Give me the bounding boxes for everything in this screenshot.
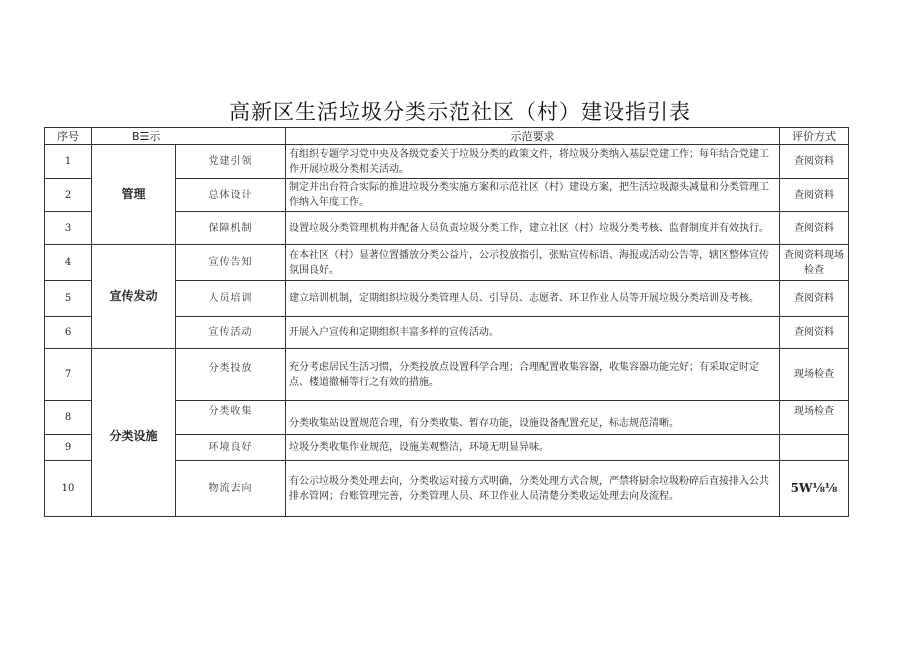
sub-item: 人员培训 — [176, 281, 286, 317]
sub-item: 物流去向 — [176, 461, 286, 517]
sub-item: 保障机制 — [176, 212, 286, 245]
row-no: 4 — [45, 245, 92, 281]
evaluation: 现场检查 — [780, 401, 849, 435]
requirement: 有公示垃圾分类处理去向，分类收运对接方式明确，分类处理方式合规，严禁将厨余垃圾粉碎后直接排入公共排水管网；台账管理完善，分类管理人员、环卫作业人员清楚分类收运处理去向及流程。 — [286, 461, 780, 517]
row-no: 10 — [45, 461, 92, 517]
category-cell: 宣传发动 — [92, 245, 176, 349]
row-no: 8 — [45, 401, 92, 435]
evaluation: 现场检查 — [780, 349, 849, 401]
sub-item: 总体设计 — [176, 179, 286, 212]
evaluation — [780, 435, 849, 461]
table-row — [45, 349, 849, 401]
row-no: 3 — [45, 212, 92, 245]
table-row — [45, 245, 849, 281]
sub-item: 党建引领 — [176, 145, 286, 179]
requirement: 在本社区（村）显著位置播放分类公益片，公示投放指引，张贴宣传标语、海报或活动公告等，辖区整体宣传氛围良好。 — [286, 245, 780, 281]
sub-item: 宣传活动 — [176, 317, 286, 349]
table-row — [45, 145, 849, 179]
evaluation: 查阅资料 — [780, 317, 849, 349]
header-eval: 评价方式 — [780, 128, 849, 145]
header-req: 示范要求 — [286, 128, 780, 145]
requirement: 制定并出台符合实际的推进垃圾分类实施方案和示范社区（村）建设方案，把生活垃圾源头减量和分类管理工作纳入年度工作。 — [286, 179, 780, 212]
evaluation: 5W⅛⅛ — [780, 461, 849, 517]
page-title: 高新区生活垃圾分类示范社区（村）建设指引表 — [229, 100, 691, 124]
requirement: 设置垃圾分类管理机构并配备人员负责垃圾分类工作，建立社区（村）垃圾分类考核、监督制度并有效执行。 — [286, 212, 780, 245]
row-no: 9 — [45, 435, 92, 461]
evaluation: 查阅资料 — [780, 212, 849, 245]
evaluation: 查阅资料 — [780, 179, 849, 212]
sub-item: 环境良好 — [176, 435, 286, 461]
guideline-table — [44, 127, 849, 517]
category-cell: 管理 — [92, 145, 176, 245]
evaluation: 查阅资料 — [780, 281, 849, 317]
sub-item: 分类投放 — [176, 349, 286, 401]
requirement: 垃圾分类收集作业规范，设施美观整洁，环境无明显异味。 — [286, 435, 780, 461]
category-cell: 分类设施 — [92, 349, 176, 517]
requirement: 有组织专题学习党中央及各级党委关于垃圾分类的政策文件，将垃圾分类纳入基层党建工作；每年结合党建工作开展垃圾分类相关活动。 — [286, 145, 780, 179]
sub-item: 宣传告知 — [176, 245, 286, 281]
evaluation: 查阅资料现场检查 — [780, 245, 849, 281]
sub-item: 分类收集 — [176, 401, 286, 435]
row-no: 5 — [45, 281, 92, 317]
evaluation: 查阅资料 — [780, 145, 849, 179]
requirement: 分类收集站设置规范合理，有分类收集、暂存功能，设施设备配置充足，标志规范清晰。 — [286, 401, 780, 435]
header-item-label: B☰示 — [132, 129, 161, 143]
row-no: 6 — [45, 317, 92, 349]
row-no: 2 — [45, 179, 92, 212]
requirement: 建立培训机制，定期组织垃圾分类管理人员、引导员、志愿者、环卫作业人员等开展垃圾分类培训及考核。 — [286, 281, 780, 317]
row-no: 7 — [45, 349, 92, 401]
header-item — [92, 128, 286, 145]
header-no: 序号 — [45, 128, 92, 145]
requirement: 充分考虑居民生活习惯，分类投放点设置科学合理；合理配置收集容器，收集容器功能完好；有采取定时定点、楼道撤桶等行之有效的措施。 — [286, 349, 780, 401]
row-no: 1 — [45, 145, 92, 179]
requirement: 开展入户宣传和定期组织丰富多样的宣传活动。 — [286, 317, 780, 349]
header-row — [45, 128, 849, 145]
